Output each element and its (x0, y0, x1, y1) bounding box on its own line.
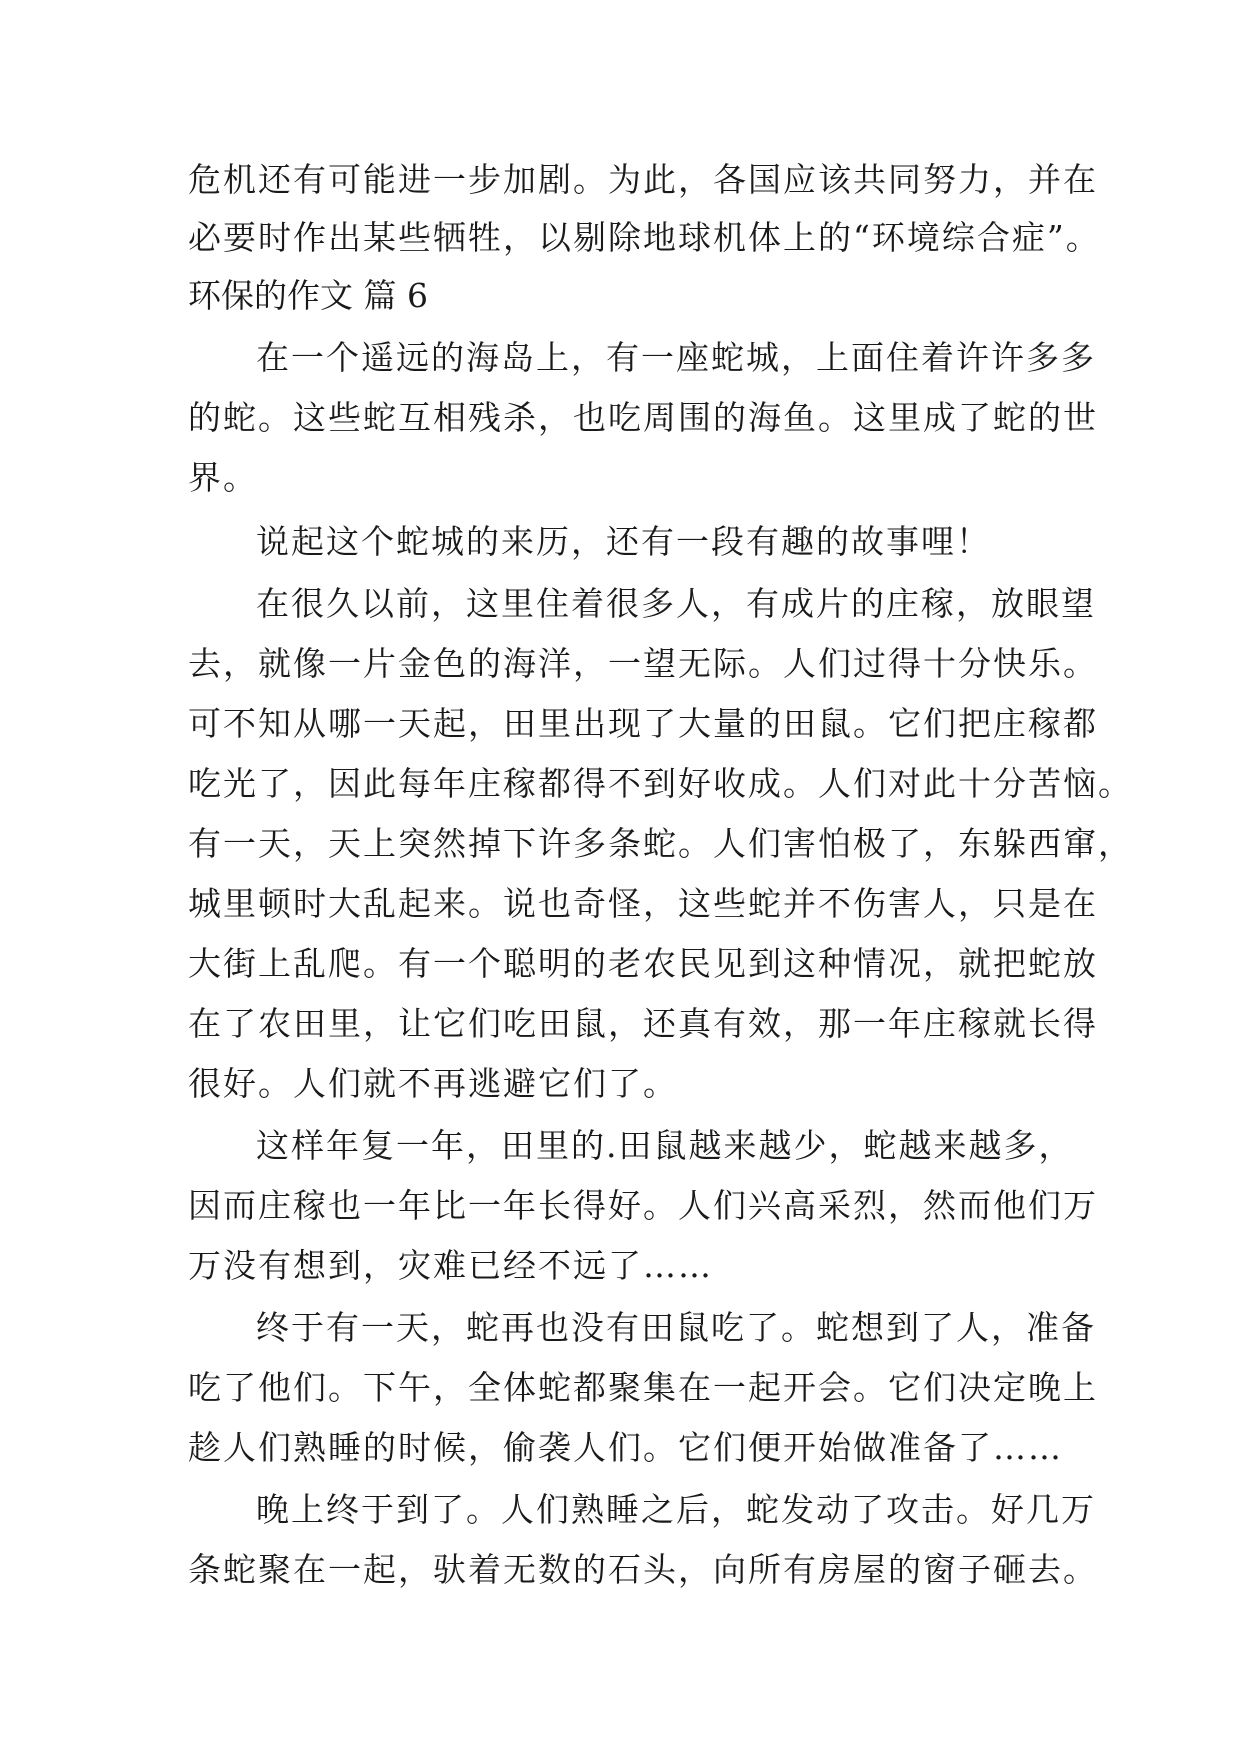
text-line: 去，就像一片金色的海洋，一望无际。人们过得十分快乐。 (188, 644, 1098, 683)
text-line: 必要时作出某些牺牲，以剔除地球机体上的“环境综合症”。 (188, 218, 1101, 257)
text-line: 趁人们熟睡的时候，偷袭人们。它们便开始做准备了…… (188, 1428, 1063, 1467)
text-line: 在很久以前，这里住着很多人，有成片的庄稼，放眼望 (256, 584, 1096, 623)
text-line: 在一个遥远的海岛上，有一座蛇城，上面住着许许多多 (256, 338, 1096, 377)
text-line: 很好。人们就不再逃避它们了。 (188, 1064, 678, 1103)
text-line: 说起这个蛇城的来历，还有一段有趣的故事哩！ (256, 522, 991, 561)
text-line: 吃了他们。下午，全体蛇都聚集在一起开会。它们决定晚上 (188, 1368, 1098, 1407)
text-line: 条蛇聚在一起，驮着无数的石头，向所有房屋的窗子砸去。 (188, 1550, 1098, 1589)
text-line: 可不知从哪一天起，田里出现了大量的田鼠。它们把庄稼都 (188, 704, 1098, 743)
text-line: 吃光了，因此每年庄稼都得不到好收成。人们对此十分苦恼。 (188, 764, 1133, 803)
section-heading: 环保的作文 篇 6 (188, 276, 428, 315)
text-line: 终于有一天，蛇再也没有田鼠吃了。蛇想到了人，准备 (256, 1308, 1096, 1347)
text-line: 危机还有可能进一步加剧。为此，各国应该共同努力，并在 (188, 160, 1098, 199)
text-line: 的蛇。这些蛇互相残杀，也吃周围的海鱼。这里成了蛇的世 (188, 398, 1098, 437)
text-line: 大街上乱爬。有一个聪明的老农民见到这种情况，就把蛇放 (188, 944, 1098, 983)
text-line: 万没有想到，灾难已经不远了…… (188, 1246, 713, 1285)
text-line: 这样年复一年，田里的.田鼠越来越少，蛇越来越多， (256, 1126, 1074, 1165)
text-line: 有一天，天上突然掉下许多条蛇。人们害怕极了，东躲西窜， (188, 824, 1133, 863)
text-line: 界。 (188, 458, 258, 497)
text-line: 因而庄稼也一年比一年长得好。人们兴高采烈，然而他们万 (188, 1186, 1098, 1225)
text-line: 城里顿时大乱起来。说也奇怪，这些蛇并不伤害人，只是在 (188, 884, 1098, 923)
text-line: 在了农田里，让它们吃田鼠，还真有效，那一年庄稼就长得 (188, 1004, 1098, 1043)
text-line: 晚上终于到了。人们熟睡之后，蛇发动了攻击。好几万 (256, 1490, 1096, 1529)
